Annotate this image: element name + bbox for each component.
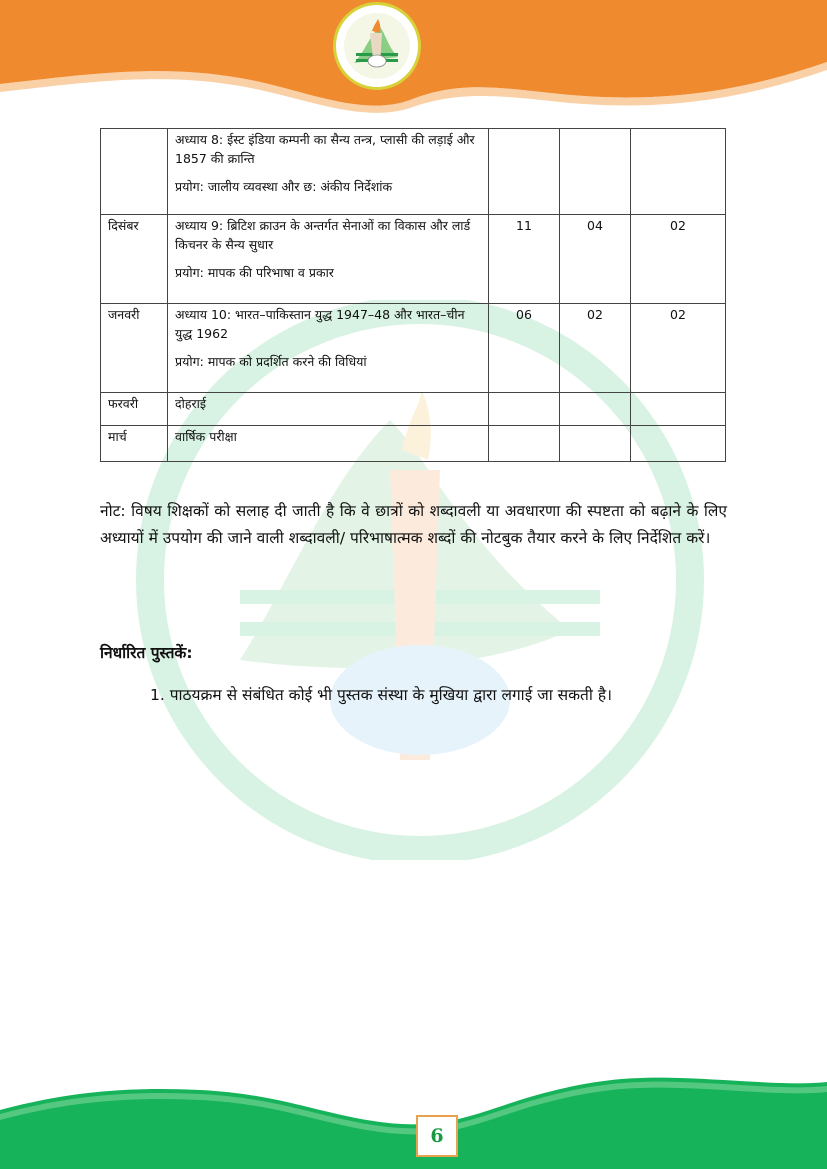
table-row (101, 215, 726, 304)
value-cell (489, 393, 560, 426)
list-item: 1. पाठयक्रम से संबंधित कोई भी पुस्तक संस्था के मुखिया द्वारा लगाई जा सकती है। (150, 686, 612, 704)
page-number: 6 (416, 1115, 458, 1157)
topic-cell (168, 215, 489, 304)
value-cell (631, 129, 726, 215)
topic-cell (168, 129, 489, 215)
topic-cell: दोहराई (168, 393, 489, 426)
value-cell: 02 (631, 304, 726, 393)
value-cell (560, 129, 631, 215)
table-row (101, 304, 726, 393)
topic-cell: वार्षिक परीक्षा (168, 426, 489, 462)
table-row (101, 393, 726, 426)
syllabus-schedule-table (100, 128, 726, 462)
value-cell: 06 (489, 304, 560, 393)
bottom-wave-banner (0, 1056, 827, 1169)
value-cell: 02 (631, 215, 726, 304)
practical-text: प्रयोग: जालीय व्यवस्था और छ: अंकीय निर्देशांक (175, 178, 393, 194)
month-cell: दिसंबर (101, 215, 168, 304)
table-row (101, 129, 726, 215)
teacher-note: नोट: विषय शिक्षकों को सलाह दी जाती है कि वे छात्रों को शब्दावली या अवधारणा की स्पष्टता को बढ़ाने के लिए अध्यायों में उपयोग की जाने वाली शब्दावली/ परिभाषात्मक शब्दों की नोटबुक तैयार करने के लिए निर्देशित करें। (100, 502, 727, 547)
value-cell (560, 426, 631, 462)
value-cell (489, 129, 560, 215)
chapter-text: अध्याय 10: भारत–पाकिस्तान युद्ध 1947–48 और भारत–चीन युद्ध 1962 (175, 307, 465, 341)
month-cell: जनवरी (101, 304, 168, 393)
practical-text: प्रयोग: मापक की परिभाषा व प्रकार (175, 264, 334, 280)
value-cell (631, 426, 726, 462)
value-cell: 04 (560, 215, 631, 304)
month-cell: मार्च (101, 426, 168, 462)
value-cell (560, 393, 631, 426)
month-cell (101, 129, 168, 215)
value-cell: 11 (489, 215, 560, 304)
chapter-text: अध्याय 8: ईस्ट इंडिया कम्पनी का सैन्य तन्त्र, प्लासी की लड़ाई और 1857 की क्रान्ति (175, 132, 475, 166)
value-cell: 02 (560, 304, 631, 393)
table-row (101, 426, 726, 462)
topic-cell (168, 304, 489, 393)
practical-text: प्रयोग: मापक को प्रदर्शित करने की विधियां (175, 353, 367, 369)
board-emblem-icon (333, 2, 421, 90)
month-cell: फरवरी (101, 393, 168, 426)
chapter-text: अध्याय 9: ब्रिटिश क्राउन के अन्तर्गत सेनाओं का विकास और लार्ड किचनर के सैन्य सुधार (175, 218, 471, 252)
value-cell (489, 426, 560, 462)
value-cell (631, 393, 726, 426)
prescribed-books-heading: निर्धारित पुस्तकें: (100, 644, 193, 662)
